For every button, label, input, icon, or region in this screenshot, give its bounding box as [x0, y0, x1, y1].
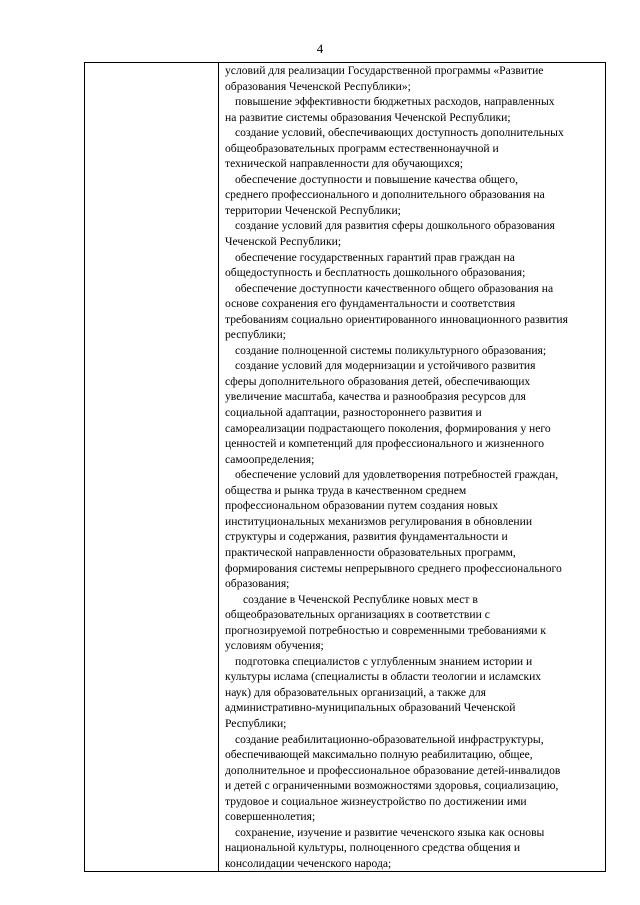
- text-line: основе сохранения его фундаментальности и соответствия: [225, 297, 516, 311]
- text-line: образования Чеченской Республики»;: [225, 79, 411, 93]
- objective-paragraph: [225, 218, 600, 249]
- text-line: прогнозируемой потребностью и современными требованиями к: [225, 623, 546, 637]
- text-line: обеспечение условий для удовлетворения потребностей граждан,: [235, 468, 559, 482]
- objective-paragraph: [225, 732, 600, 825]
- text-line: создание в Чеченской Республике новых мест в: [243, 592, 478, 606]
- text-line: подготовка специалистов с углубленным знанием истории и: [235, 654, 533, 668]
- text-line: условиям обучения;: [225, 639, 324, 653]
- text-line: обеспечение доступности и повышение качества общего,: [235, 172, 519, 186]
- text-line: сохранение, изучение и развитие чеченского языка как основы: [235, 825, 545, 839]
- left-column-cell: [85, 63, 219, 872]
- text-line: требованиям социально ориентированного инновационного развития: [225, 312, 568, 326]
- text-line: профессиональном образовании путем создания новых: [225, 499, 499, 513]
- text-line: и детей с ограниченными возможностями здоровья, социализацию,: [225, 779, 559, 793]
- text-line: повышение эффективности бюджетных расходов, направленных: [235, 95, 555, 109]
- objective-paragraph: [225, 250, 600, 281]
- objective-paragraph: [225, 654, 600, 732]
- text-line: создание реабилитационно-образовательной инфраструктуры,: [235, 732, 544, 746]
- text-line: республики;: [225, 328, 286, 342]
- table-row: [85, 63, 606, 872]
- text-line: Чеченской Республики;: [225, 235, 342, 249]
- text-line: общеобразовательных программ естественнонаучной и: [225, 141, 499, 155]
- text-line: увеличение масштаба, качества и разнообразия ресурсов для: [225, 390, 526, 404]
- objective-paragraph: [225, 281, 600, 343]
- document-table: [84, 62, 606, 872]
- text-line: институциональных механизмов регулирования в обновлении: [225, 514, 533, 528]
- objective-paragraph: [225, 94, 600, 125]
- text-line: наук) для образовательных организаций, а также для: [225, 685, 486, 699]
- text-line: совершеннолетия;: [225, 810, 316, 824]
- objective-paragraph: [225, 172, 600, 219]
- objective-paragraph: [225, 825, 600, 872]
- text-line: дополнительное и профессиональное образование детей-инвалидов: [225, 763, 561, 777]
- text-line: национальной культуры, полноценного средства общения и: [225, 841, 521, 855]
- text-line: структуры и содержания, развития фундаментальности и: [225, 530, 508, 544]
- right-column-cell: [219, 63, 606, 872]
- text-line: практической направленности образовательных программ,: [225, 545, 516, 559]
- text-line: обеспечение доступности качественного общего образования на: [235, 281, 554, 295]
- objective-paragraph: [225, 592, 600, 654]
- text-line: административно-муниципальных образований Чеченской: [225, 701, 516, 715]
- objective-paragraph: [225, 63, 600, 94]
- page-number: 4: [316, 41, 324, 56]
- text-line: самореализации подрастающего поколения, формирования у него: [225, 421, 551, 435]
- text-line: консолидации чеченского народа;: [225, 856, 392, 870]
- text-line: территории Чеченской Республики;: [225, 203, 401, 217]
- objective-paragraph: [225, 343, 600, 359]
- text-line: создание полноценной системы поликультурного образования;: [235, 343, 547, 357]
- text-line: создание условий для развития сферы дошкольного образования: [235, 219, 555, 233]
- text-line: культуры ислама (специалисты в области теологии и исламских: [225, 670, 542, 684]
- text-line: сферы дополнительного образования детей, обеспечивающих: [225, 374, 531, 388]
- text-line: трудовое и социальное жизнеустройство по достижении ими: [225, 794, 527, 808]
- text-line: создание условий, обеспечивающих доступность дополнительных: [235, 126, 564, 140]
- text-line: среднего профессионального и дополнительного образования на: [225, 188, 545, 202]
- text-line: общедоступность и бесплатность дошкольного образования;: [225, 266, 526, 280]
- text-line: на развитие системы образования Чеченской Республики;: [225, 110, 511, 124]
- text-line: ценностей и компетенций для профессионального и жизненного: [225, 437, 545, 451]
- text-line: самоопределения;: [225, 452, 315, 466]
- text-line: обеспечивающей максимально полную реабилитацию, общее,: [225, 748, 533, 762]
- objectives-text: [225, 63, 600, 871]
- text-line: обеспечение государственных гарантий прав граждан на: [235, 250, 515, 264]
- text-line: общества и рынка труда в качественном среднем: [225, 483, 467, 497]
- text-line: технической направленности для обучающихся;: [225, 157, 463, 171]
- text-line: социальной адаптации, разностороннего развития и: [225, 406, 482, 420]
- text-line: формирования системы непрерывного среднего профессионального: [225, 561, 562, 575]
- objective-paragraph: [225, 467, 600, 591]
- text-line: создание условий для модернизации и устойчивого развития: [235, 359, 536, 373]
- objective-paragraph: [225, 358, 600, 467]
- text-line: общеобразовательных организациях в соответствии с: [225, 608, 490, 622]
- text-line: условий для реализации Государственной программы «Развитие: [225, 64, 544, 77]
- text-line: образования;: [225, 577, 290, 591]
- text-line: Республики;: [225, 716, 287, 730]
- objective-paragraph: [225, 125, 600, 172]
